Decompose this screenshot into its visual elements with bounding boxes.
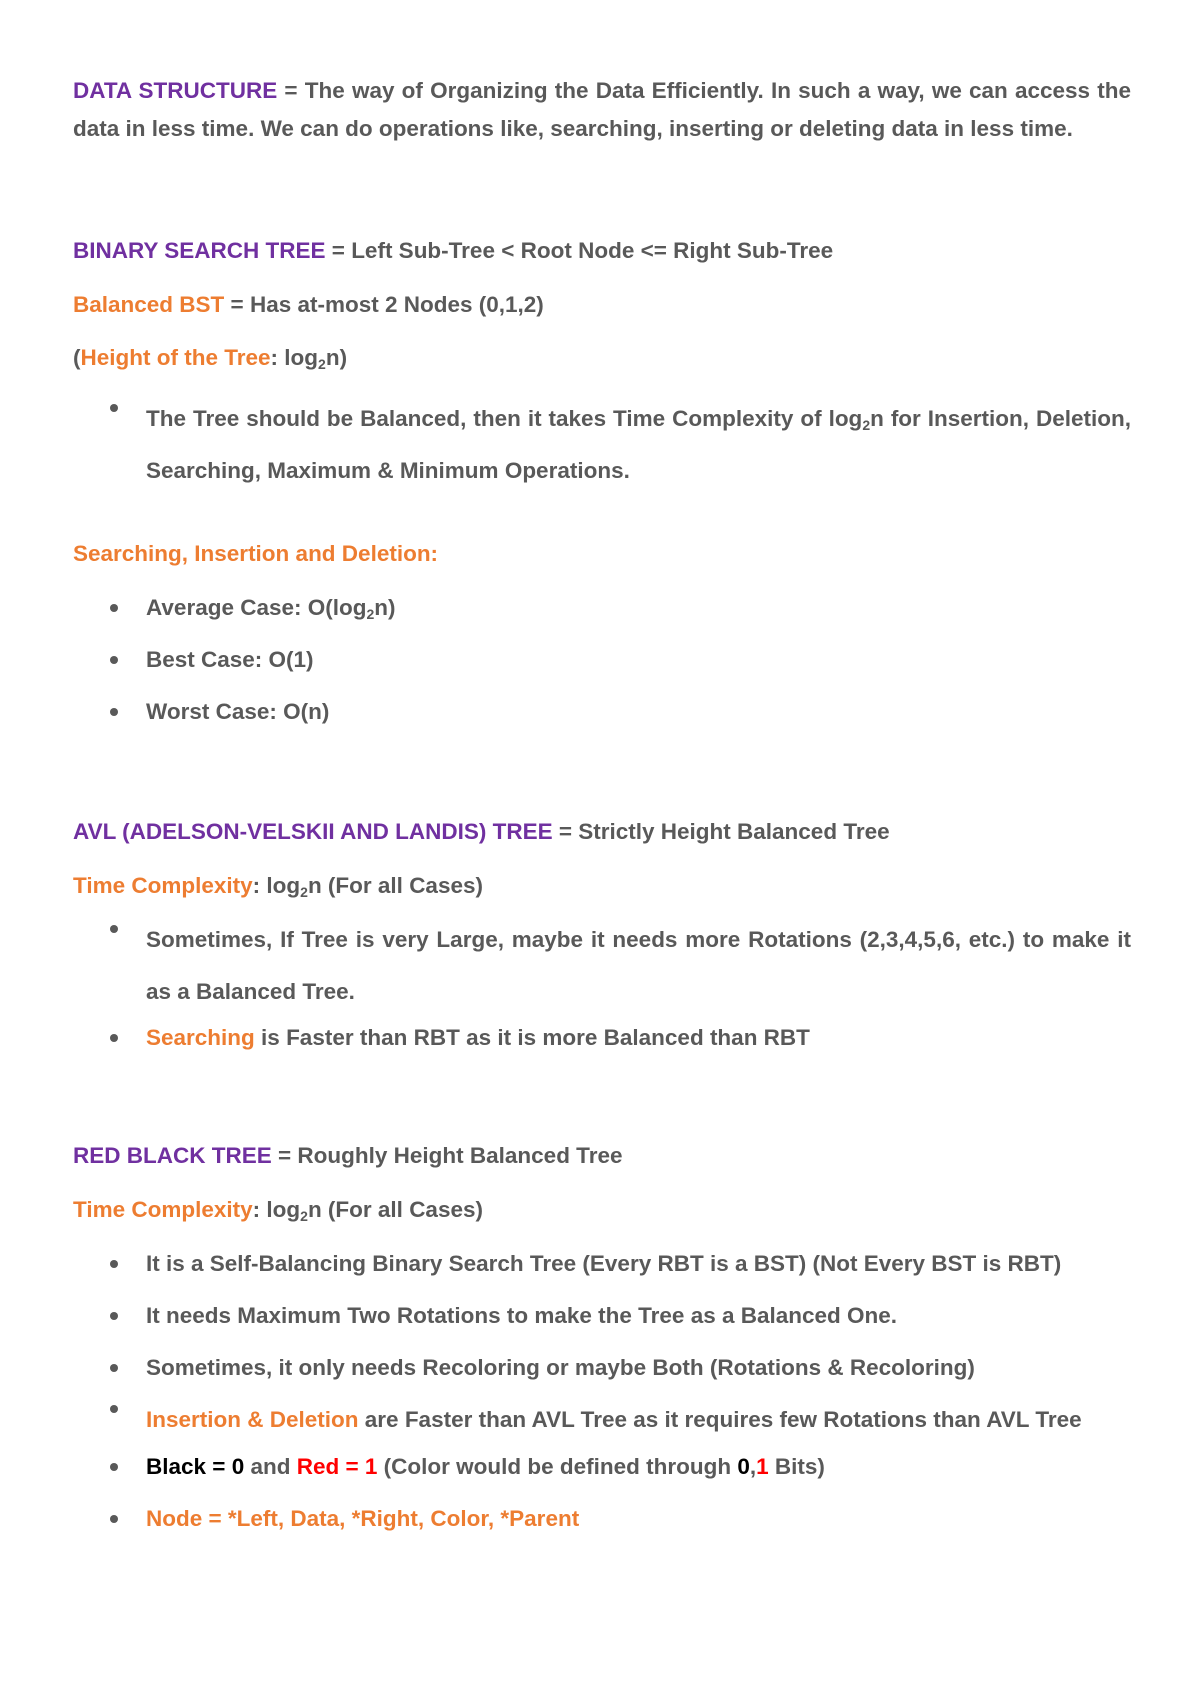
tree-height-line: (Height of the Tree: $\log_2n$) <box>73 345 348 372</box>
data-structure-definition: = The way of Organizing the Data Efficiently. In such a way, we can access the data in less time. We can do operations like, searching, inserting or deleting data in less time. <box>73 78 1131 141</box>
bullet-icon <box>110 1515 118 1523</box>
avl-definition: = Strictly Height Balanced Tree <box>552 819 890 844</box>
bullet-icon <box>110 1405 118 1413</box>
rbt-heading <box>73 1141 1131 1171</box>
list-item: Searching is Faster than RBT as it is more Balanced than RBT <box>73 1023 1131 1053</box>
balanced-bst-term: Balanced BST <box>73 292 225 317</box>
list-item: Sometimes, If Tree is very Large, maybe it needs more Rotations (2,3,4,5,6, etc.) to make it as a Balanced Tree. <box>73 914 1131 1017</box>
data-structure-term: DATA STRUCTURE <box>73 78 278 103</box>
list-item: It needs Maximum Two Rotations to make the Tree as a Balanced One. <box>73 1301 1131 1331</box>
avl-heading <box>73 817 1131 847</box>
balanced-bst-definition: = Has at-most 2 Nodes (0,1,2) <box>224 292 544 317</box>
bullet-icon <box>110 925 118 933</box>
intro-paragraph <box>73 72 1131 147</box>
bullet-icon <box>110 1260 118 1268</box>
bst-bullet-list <box>73 407 1131 496</box>
bullet-icon <box>110 1312 118 1320</box>
avl-bullet-list <box>73 925 1131 1053</box>
ops-heading: Searching, Insertion and Deletion: <box>73 541 439 566</box>
list-item: Sometimes, it only needs Recoloring or maybe Both (Rotations & Recoloring) <box>73 1353 1131 1383</box>
list-item: The Tree should be Balanced, then it takes Time Complexity of $\log_2n$ for Insertion, Deletion, Searching, Maximum & Minimum Operations. <box>73 393 1131 496</box>
bullet-icon <box>110 1364 118 1372</box>
list-item: Worst Case: O(n) <box>73 697 1131 727</box>
list-item: Insertion & Deletion are Faster than AVL Tree as it requires few Rotations than AVL Tree <box>73 1394 1131 1446</box>
rbt-time-complexity: Time Complexity: $\log_2n$ (For all Cases) <box>73 1197 483 1224</box>
avl-time-complexity: Time Complexity: $\log_2n$ (For all Cases) <box>73 873 483 900</box>
bullet-icon <box>110 656 118 664</box>
list-item: Node = *Left, Data, *Right, Color, *Parent <box>73 1504 1131 1534</box>
list-item: It is a Self-Balancing Binary Search Tree (Every RBT is a BST) (Not Every BST is RBT) <box>73 1249 1131 1279</box>
list-item: Best Case: O(1) <box>73 645 1131 675</box>
bst-heading <box>73 236 1131 266</box>
rbt-definition: = Roughly Height Balanced Tree <box>271 1143 623 1168</box>
rbt-term: RED BLACK TREE <box>73 1143 272 1168</box>
list-item: Black = 0 and Red = 1 (Color would be defined through 0,1 Bits) <box>73 1452 1131 1482</box>
bullet-icon <box>110 604 118 612</box>
bst-term: BINARY SEARCH TREE <box>73 238 326 263</box>
bullet-icon <box>110 708 118 716</box>
rbt-bullet-list <box>73 1249 1131 1534</box>
list-item: Average Case: $O(\log_2n)$ <box>73 593 1131 623</box>
bullet-icon <box>110 1034 118 1042</box>
tree-height-term: Height of the Tree <box>80 345 271 370</box>
cases-list <box>73 593 1131 727</box>
bullet-icon <box>110 404 118 412</box>
avl-term: AVL (ADELSON-VELSKII AND LANDIS) TREE <box>73 819 553 844</box>
balanced-bst-line <box>73 290 1131 320</box>
bst-definition: = Left Sub-Tree < Root Node <= Right Sub-Tree <box>325 238 834 263</box>
bullet-icon <box>110 1463 118 1471</box>
